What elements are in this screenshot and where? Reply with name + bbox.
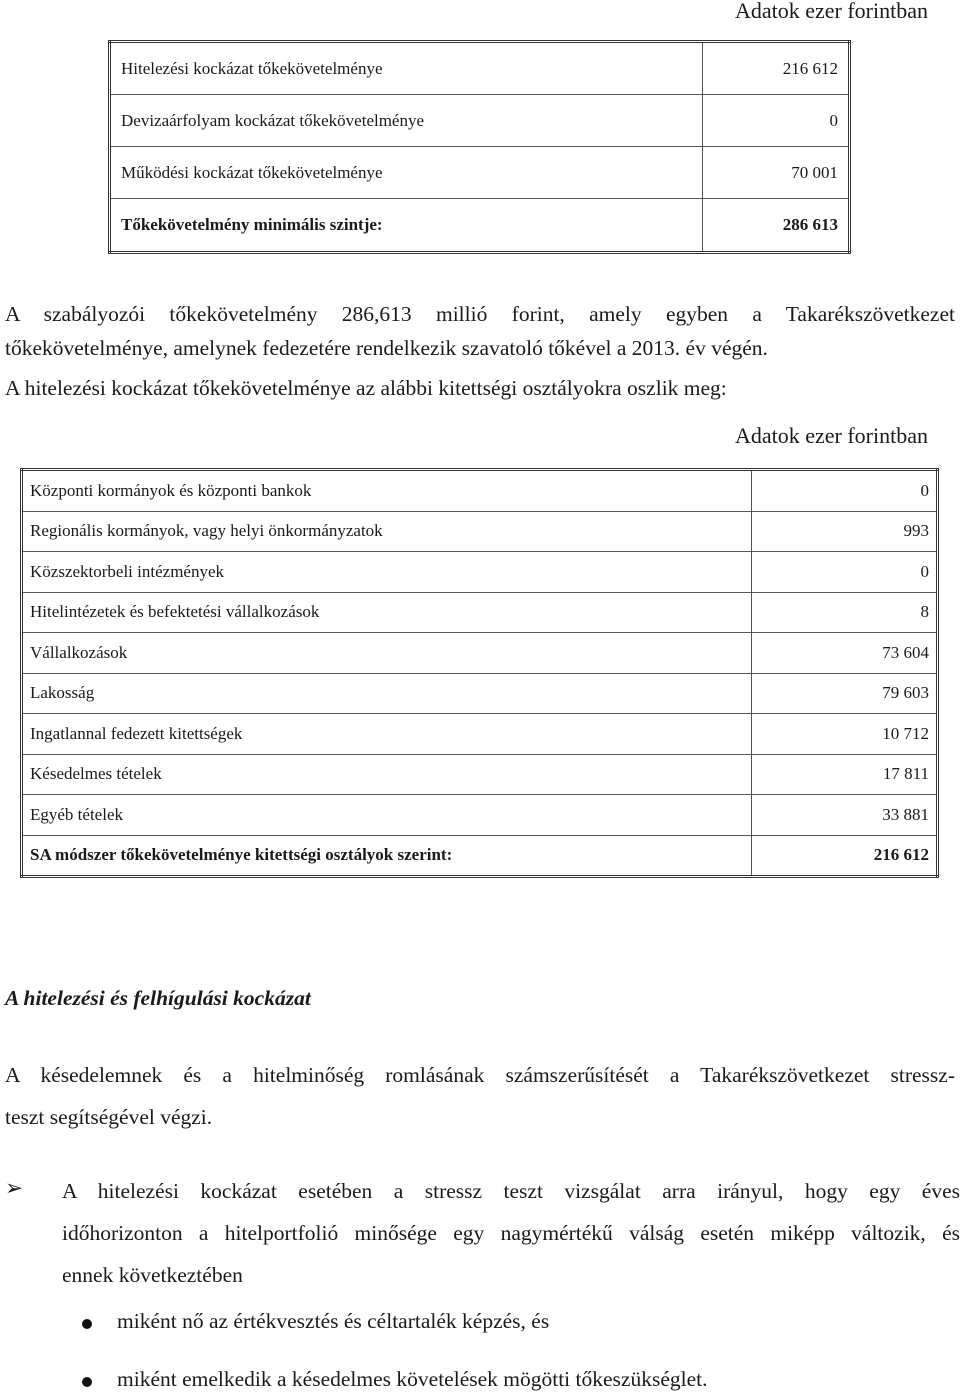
row-value: 0	[752, 552, 938, 593]
table-row	[22, 795, 938, 836]
dot-bullet-icon	[82, 1319, 92, 1329]
paragraph-capital	[5, 293, 955, 336]
capital-requirement-table	[108, 40, 851, 254]
row-label: Regionális kormányok, vagy helyi önkormányzatok	[22, 511, 752, 552]
row-label: Késedelmes tételek	[22, 754, 752, 795]
row-label: Hitelintézetek és befektetési vállalkozások	[22, 592, 752, 633]
table-row	[110, 95, 850, 147]
row-label: Ingatlannal fedezett kitettségek	[22, 714, 752, 755]
table-row	[22, 633, 938, 674]
paragraph-line: A késedelemnek és a hitelminőség romlásának számszerűsítését a Takarékszövetkezet stressz-	[5, 1063, 955, 1087]
row-label: Központi kormányok és központi bankok	[22, 470, 752, 512]
unit-label-top: Adatok ezer forintban	[734, 0, 928, 23]
row-value: 216 612	[703, 42, 850, 95]
table-row	[22, 592, 938, 633]
unit-label-second: Adatok ezer forintban	[734, 423, 928, 448]
bullet-line: ennek következtében	[62, 1263, 243, 1287]
table-row	[22, 470, 938, 512]
row-label: Egyéb tételek	[22, 795, 752, 836]
paragraph-stress-test	[5, 1054, 955, 1138]
row-value: 79 603	[752, 673, 938, 714]
row-value: 10 712	[752, 714, 938, 755]
row-value: 993	[752, 511, 938, 552]
sub-bullet-text: miként emelkedik a késedelmes követelések mögötti tőkeszükséglet.	[117, 1367, 708, 1391]
sub-bullet-text: miként nő az értékvesztés és céltartalék képzés, és	[117, 1309, 550, 1333]
table-total-row	[110, 199, 850, 253]
table-row	[110, 42, 850, 95]
table-row	[22, 552, 938, 593]
table-row	[22, 673, 938, 714]
total-label: SA módszer tőkekövetelménye kitettségi osztályok szerint:	[22, 835, 752, 877]
row-label: Vállalkozások	[22, 633, 752, 674]
table-row	[22, 714, 938, 755]
table-row	[110, 147, 850, 199]
table-row	[22, 754, 938, 795]
exposure-class-table	[20, 468, 939, 878]
table-total-row	[22, 835, 938, 877]
bullet-text	[62, 1170, 960, 1296]
row-value: 8	[752, 592, 938, 633]
paragraph-exposure-intro: A hitelezési kockázat tőkekövetelménye az alábbi kitettségi osztályokra oszlik meg:	[5, 376, 727, 400]
row-value: 0	[703, 95, 850, 147]
table-row	[22, 511, 938, 552]
row-value: 33 881	[752, 795, 938, 836]
total-value: 286 613	[703, 199, 850, 253]
row-label: Működési kockázat tőkekövetelménye	[110, 147, 703, 199]
row-label: Devizaárfolyam kockázat tőkekövetelménye	[110, 95, 703, 147]
dot-bullet-icon	[82, 1377, 92, 1387]
row-value: 0	[752, 470, 938, 512]
section-heading: A hitelezési és felhígulási kockázat	[5, 986, 311, 1010]
row-value: 17 811	[752, 754, 938, 795]
bullet-line: A hitelezési kockázat esetében a stressz teszt vizsgálat arra irányul, hogy egy éves	[62, 1179, 960, 1203]
paragraph-line: A szabályozói tőkekövetelmény 286,613 millió forint, amely egyben a Takarékszövetkezet	[5, 302, 955, 326]
total-label: Tőkekövetelmény minimális szintje:	[110, 199, 703, 253]
total-value: 216 612	[752, 835, 938, 877]
row-value: 73 604	[752, 633, 938, 674]
row-value: 70 001	[703, 147, 850, 199]
arrow-bullet-icon: ➢	[5, 1176, 24, 1200]
row-label: Lakosság	[22, 673, 752, 714]
paragraph-line: teszt segítségével végzi.	[5, 1105, 213, 1129]
paragraph-capital-line2: tőkekövetelménye, amelynek fedezetére rendelkezik szavatoló tőkével a 2013. év végén.	[5, 336, 768, 360]
row-label: Hitelezési kockázat tőkekövetelménye	[110, 42, 703, 95]
bullet-line: időhorizonton a hitelportfolió minősége egy nagymértékű válság esetén miképp változik, és	[62, 1221, 960, 1245]
row-label: Közszektorbeli intézmények	[22, 552, 752, 593]
